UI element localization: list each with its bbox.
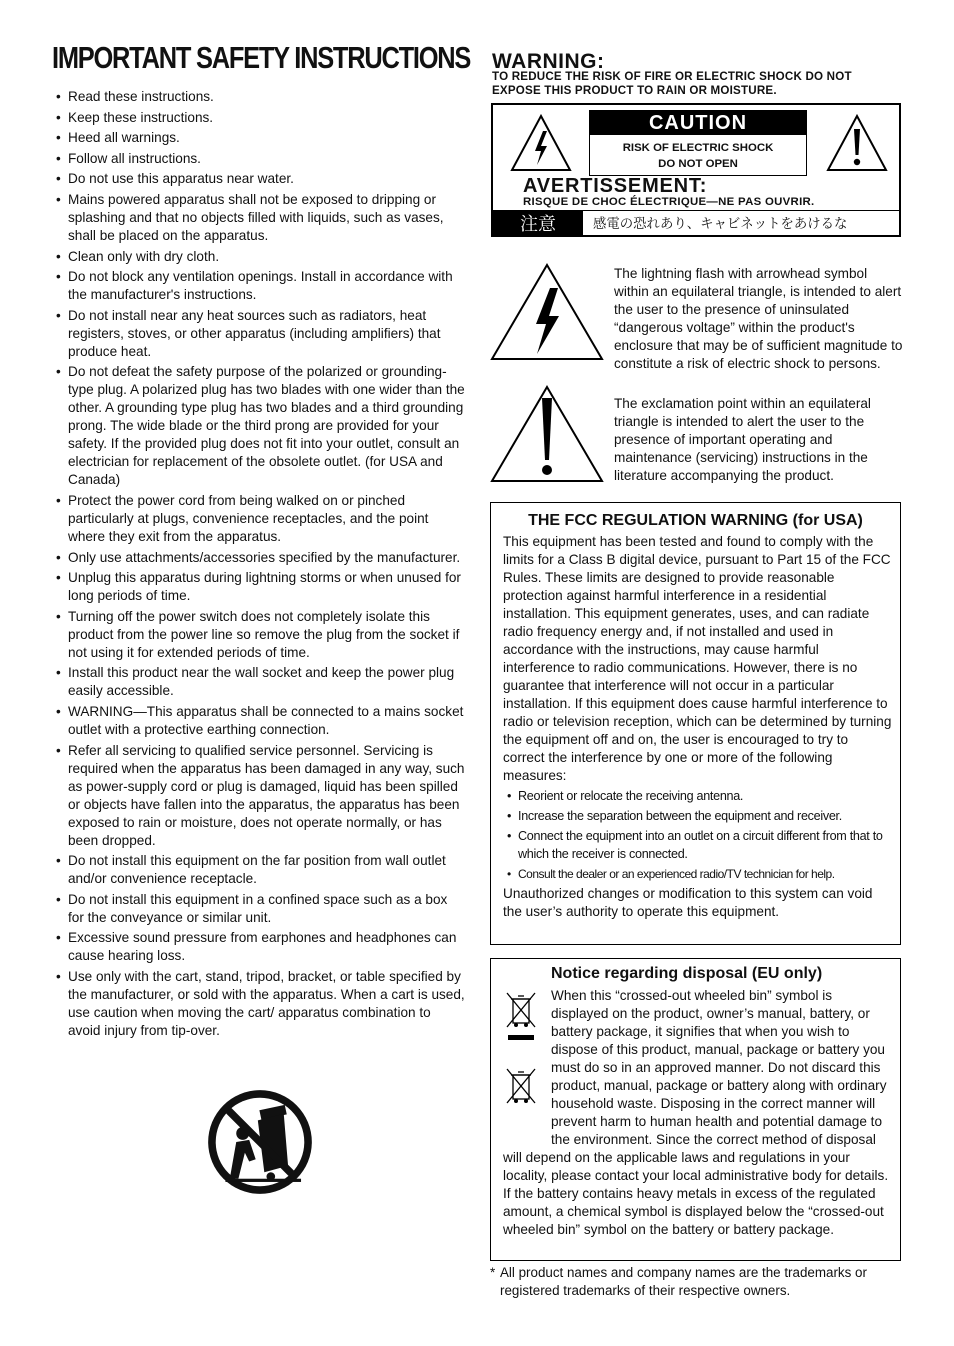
list-item: • Keep these instructions. bbox=[56, 109, 466, 127]
eu-disposal-box bbox=[490, 958, 901, 1261]
list-item: • Only use attachments/accessories specified by the manufacturer. bbox=[56, 549, 466, 567]
exclamation-symbol-description: The exclamation point within an equilateral triangle is intended to alert the user to the presence of important operating and maintenance (servicing) instructions in the literature accompanying the product. bbox=[614, 396, 871, 483]
list-item: • Heed all warnings. bbox=[56, 129, 466, 147]
list-item: • Refer all servicing to qualified service personnel. Servicing is required when the apparatus has been damaged in any way, such as power-supply cord or plug is damaged, liquid has been spilled or objects have fallen into the apparatus, the apparatus has been exposed to rain or moisture, does not operate normally, or has been dropped. bbox=[56, 742, 466, 850]
japanese-caution-text: 感電の恐れあり、キャビネットをあけるな bbox=[593, 216, 848, 231]
fcc-warning-box bbox=[490, 502, 901, 945]
warning-subtitle-line: TO REDUCE THE RISK OF FIRE OR ELECTRIC SHOCK DO NOT bbox=[492, 70, 852, 83]
fcc-paragraph: This equipment has been tested and found to comply with the limits for a Class B digital device, pursuant to Part 15 of the FCC Rules. These limits are designed to provide reasonable protection against harmful interference in a residential installation. This equipment generates, uses, and can radiate radio frequency energy and, if not installed and used in accordance with the instructions, may cause harmful interference to radio communications. However, there is no guarantee that interference will not occur in a particular installation. If this equipment does cause harmful interference to radio or television reception, which can be determined by turning the equipment off and on, the user is encouraged to try to correct the interference by one or more of the following measures: bbox=[503, 534, 892, 783]
footnote-marker: * bbox=[490, 1265, 496, 1280]
list-item: • Protect the power cord from being walked on or pinched particularly at plugs, convenience receptacles, and the point where they exit from the apparatus. bbox=[56, 492, 466, 546]
list-item: • Unplug this apparatus during lightning storms or when unused for long periods of time. bbox=[56, 569, 466, 605]
exclamation-triangle-icon bbox=[489, 384, 605, 484]
list-item: • Reorient or relocate the receiving antenna. bbox=[503, 787, 893, 805]
avertissement-title: AVERTISSEMENT: bbox=[523, 175, 708, 197]
fcc-footer: Unauthorized changes or modification to this system can void the user’s authority to operate this equipment. bbox=[503, 886, 873, 919]
list-item: • Turning off the power switch does not completely isolate this product from the power line so remove the plug from the socket if not using it for extended periods of time. bbox=[56, 608, 466, 662]
lightning-triangle-icon bbox=[489, 262, 605, 362]
eu-disposal-title: Notice regarding disposal (EU only) bbox=[551, 965, 823, 982]
caution-line: RISK OF ELECTRIC SHOCK bbox=[622, 142, 774, 154]
warning-subtitle-line: EXPOSE THIS PRODUCT TO RAIN OR MOISTURE. bbox=[492, 84, 777, 97]
lightning-triangle-icon bbox=[509, 113, 573, 173]
trademark-footnote bbox=[490, 1264, 910, 1300]
list-item: • Do not install this equipment on the far position from wall outlet and/or convenience receptacle. bbox=[56, 852, 466, 888]
cart-tip-over-warning-icon bbox=[206, 1088, 314, 1196]
list-item: • Consult the dealer or an experienced radio/TV technician for help. bbox=[503, 865, 893, 883]
avertissement-subtitle: RISQUE DE CHOC ÉLECTRIQUE—NE PAS OUVRIR. bbox=[523, 196, 815, 208]
japanese-caution-bar bbox=[493, 210, 899, 236]
caution-line: DO NOT OPEN bbox=[658, 158, 738, 170]
warning-subtitle bbox=[492, 70, 912, 98]
caution-label-box bbox=[491, 103, 901, 237]
caution-heading: CAUTION bbox=[590, 111, 806, 135]
list-item: • Read these instructions. bbox=[56, 88, 466, 106]
list-item: • Do not defeat the safety purpose of the polarized or grounding-type plug. A polarized plug has two blades with one wider than the other. A grounding type plug has two blades and a third grounding prong. The wide blade or the third prong are provided for your safety. If the provided plug does not fit into your outlet, consult an electrician for replacement of the obsolete outlet. (for USA and Canada) bbox=[56, 363, 466, 489]
list-item: • Do not block any ventilation openings. Install in accordance with the manufacturer's instructions. bbox=[56, 268, 466, 304]
exclamation-triangle-icon bbox=[825, 113, 889, 173]
footnote-text: All product names and company names are the trademarks or registered trademarks of their respective owners. bbox=[500, 1265, 867, 1298]
caution-panel bbox=[589, 110, 807, 176]
fcc-title: THE FCC REGULATION WARNING (for USA) bbox=[528, 512, 863, 529]
japanese-caution-label: 注意 bbox=[493, 211, 583, 236]
eu-disposal-body bbox=[503, 987, 893, 1239]
list-item: • Install this product near the wall socket and keep the power plug easily accessible. bbox=[56, 664, 466, 700]
list-item: • Follow all instructions. bbox=[56, 150, 466, 168]
warning-title: WARNING: bbox=[492, 50, 605, 73]
eu-disposal-paragraph: When this “crossed-out wheeled bin” symbol is displayed on the product, owner’s manual, battery, or battery package, it signifies that when you wish to dispose of this product, manual, package or battery you must do so in an approved manner. Do not discard this product, manual, package or battery along with ordinary household waste. Disposing in the correct manner will prevent harm to human health and potential damage to the environment. Since the correct method of disposal will depend on the applicable laws and regulations in your locality, please contact your local administrative body for details. If the battery contains heavy metals in excess of the regulated amount, a chemical symbol is displayed below the “crossed-out wheeled bin” symbol on the battery or battery package. bbox=[503, 988, 889, 1237]
list-item: • Excessive sound pressure from earphones and headphones can cause hearing loss. bbox=[56, 929, 466, 965]
list-item: • Do not use this apparatus near water. bbox=[56, 170, 466, 188]
list-item: • Connect the equipment into an outlet on a circuit different from that to which the receiver is connected. bbox=[503, 827, 893, 863]
fcc-body bbox=[503, 533, 893, 921]
safety-instructions-list bbox=[56, 88, 466, 1042]
list-item: • Do not install near any heat sources such as radiators, heat registers, stoves, or other apparatus (including amplifiers) that produce heat. bbox=[56, 307, 466, 361]
list-item: • Use only with the cart, stand, tripod, bracket, or table specified by the manufacturer, or sold with the apparatus. When a cart is used, use caution when moving the cart/ apparatus combination to avoid injury from tip-over. bbox=[56, 968, 466, 1040]
list-item: • Do not install this equipment in a confined space such as a box for the conveyance or similar unit. bbox=[56, 891, 466, 927]
list-item: • Mains powered apparatus shall not be exposed to dripping or splashing and that no objects filled with liquids, such as vases, shall be placed on the apparatus. bbox=[56, 191, 466, 245]
fcc-measures-list bbox=[503, 787, 893, 883]
list-item: • Clean only with dry cloth. bbox=[56, 248, 466, 266]
list-item: • WARNING—This apparatus shall be connected to a mains socket outlet with a protective earthing connection. bbox=[56, 703, 466, 739]
page-title: IMPORTANT SAFETY INSTRUCTIONS bbox=[52, 40, 471, 75]
list-item: • Increase the separation between the equipment and receiver. bbox=[503, 807, 893, 825]
lightning-symbol-description: The lightning flash with arrowhead symbol within an equilateral triangle, is intended to alert the user to the presence of uninsulated “dangerous voltage” within the product's enclosure that may be of sufficient magnitude to constitute a risk of electric shock to persons. bbox=[614, 266, 903, 371]
